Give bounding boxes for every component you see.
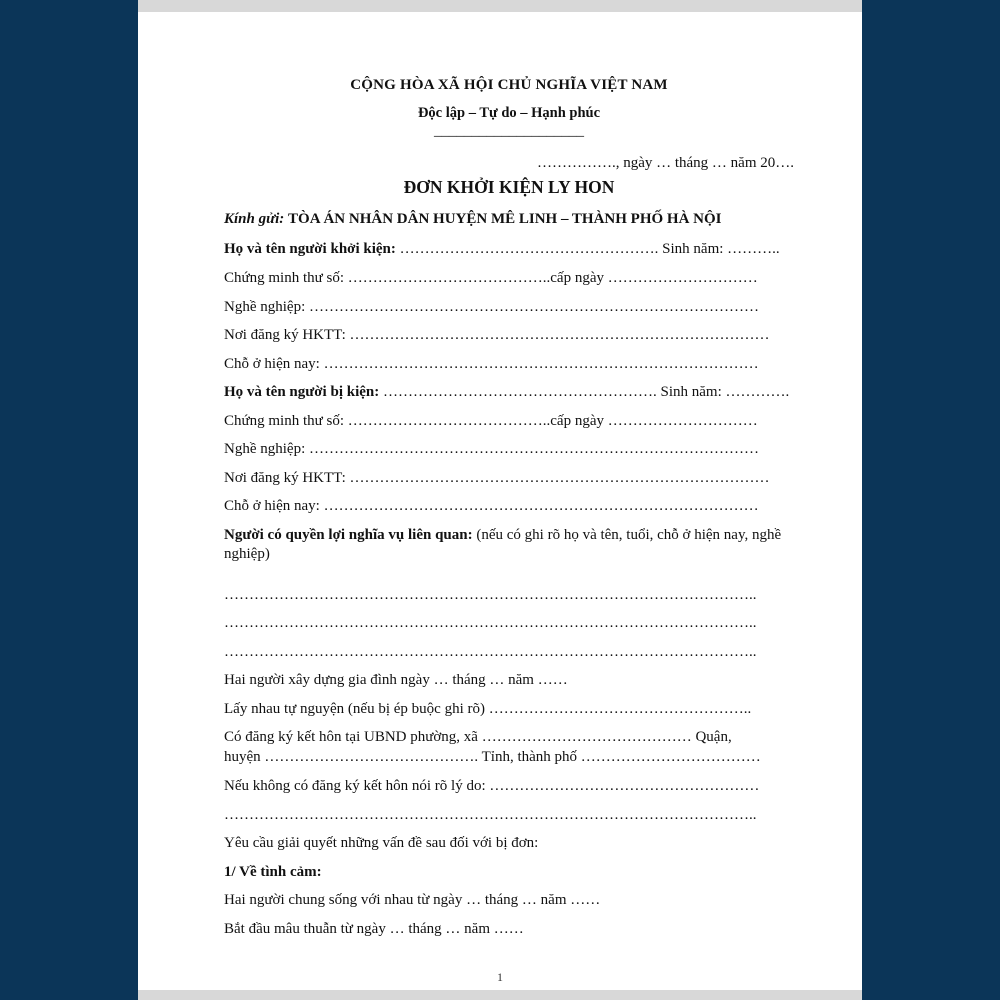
cohabitation-line: Hai người chung sống với nhau từ ngày … tháng … năm …… [224, 892, 601, 908]
plaintiff-reg-line: Nơi đăng ký HKTT: ………………………………………………………………………… [224, 327, 770, 343]
registration-line: Có đăng ký kết hôn tại UBND phường, xã …………………………………… Quận, [224, 729, 732, 745]
family-date-line: Hai người xây dựng gia đình ngày … tháng … năm …… [224, 672, 568, 688]
nation-heading: CỘNG HÒA XÃ HỘI CHỦ NGHĨA VIỆT NAM [350, 77, 668, 93]
defendant-name-blank: ………………………………………………. Sinh năm: …………. [379, 384, 790, 400]
voluntary-line: Lấy nhau tự nguyện (nếu bị ép buộc ghi rõ) …………………………………………….. [224, 701, 752, 717]
header-separator: ____________________ [434, 123, 584, 139]
defendant-reg-line: Nơi đăng ký HKTT: ………………………………………………………………………… [224, 470, 770, 486]
page-number: 1 [497, 970, 503, 984]
defendant-name-line [224, 383, 794, 401]
related-dots-line: …………………………………………………………………………………………….. [224, 644, 757, 660]
motto: Độc lập – Tự do – Hạnh phúc [417, 105, 601, 121]
plaintiff-job-line: Nghề nghiệp: ……………………………………………………………………………… [224, 299, 759, 315]
page-gap-top [138, 0, 862, 12]
related-dots-line: …………………………………………………………………………………………….. [224, 615, 757, 631]
unregistered-reason-line: Nếu không có đăng ký kết hôn nói rõ lý do: ……………………………………………… [224, 778, 760, 794]
recipient-value: TÒA ÁN NHÂN DÂN HUYỆN MÊ LINH – THÀNH PHỐ HÀ NỘI [288, 211, 722, 227]
related-dots-line: …………………………………………………………………………………………….. [224, 587, 757, 603]
recipient-line [224, 210, 794, 228]
registration-line-2: huyện ……………………………………. Tỉnh, thành phố ……………………………… [224, 749, 761, 765]
related-party-paragraph [224, 526, 794, 564]
document-title: ĐƠN KHỞI KIỆN LY HON [403, 177, 615, 197]
plaintiff-name-label: Họ và tên người khởi kiện: [224, 241, 396, 257]
defendant-job-line: Nghề nghiệp: ……………………………………………………………………………… [224, 441, 759, 457]
plaintiff-name-line [224, 240, 794, 258]
related-party-label: Người có quyền lợi nghĩa vụ liên quan: [224, 527, 473, 543]
page-gap-bottom [138, 990, 862, 1000]
defendant-name-label: Họ và tên người bị kiện: [224, 384, 380, 400]
related-party-note: (nếu có ghi rõ họ và tên, tuổi, chỗ ở hiện nay, nghề nghiệp) [224, 527, 782, 562]
section-1-heading: 1/ Về tình cảm: [224, 864, 322, 880]
unregistered-dots-line: …………………………………………………………………………………………….. [224, 807, 757, 823]
plaintiff-id-line: Chứng minh thư số: …………………………………..cấp ngày ………………………… [224, 270, 758, 286]
plaintiff-address-line: Chỗ ở hiện nay: …………………………………………………………………………… [224, 356, 759, 372]
defendant-address-line: Chỗ ở hiện nay: …………………………………………………………………………… [224, 498, 759, 514]
request-line: Yêu cầu giải quyết những vấn đề sau đối với bị đơn: [224, 835, 539, 851]
defendant-id-line: Chứng minh thư số: …………………………………..cấp ngày ………………………… [224, 413, 758, 429]
conflict-start-line: Bắt đầu mâu thuẫn từ ngày … tháng … năm …… [224, 921, 524, 937]
date-line: ……………., ngày … tháng … năm 20…. [536, 155, 794, 171]
plaintiff-name-blank: ……………………………………………. Sinh năm: ……….. [395, 241, 780, 257]
recipient-label: Kính gửi: [224, 211, 285, 227]
document-page [138, 12, 862, 990]
